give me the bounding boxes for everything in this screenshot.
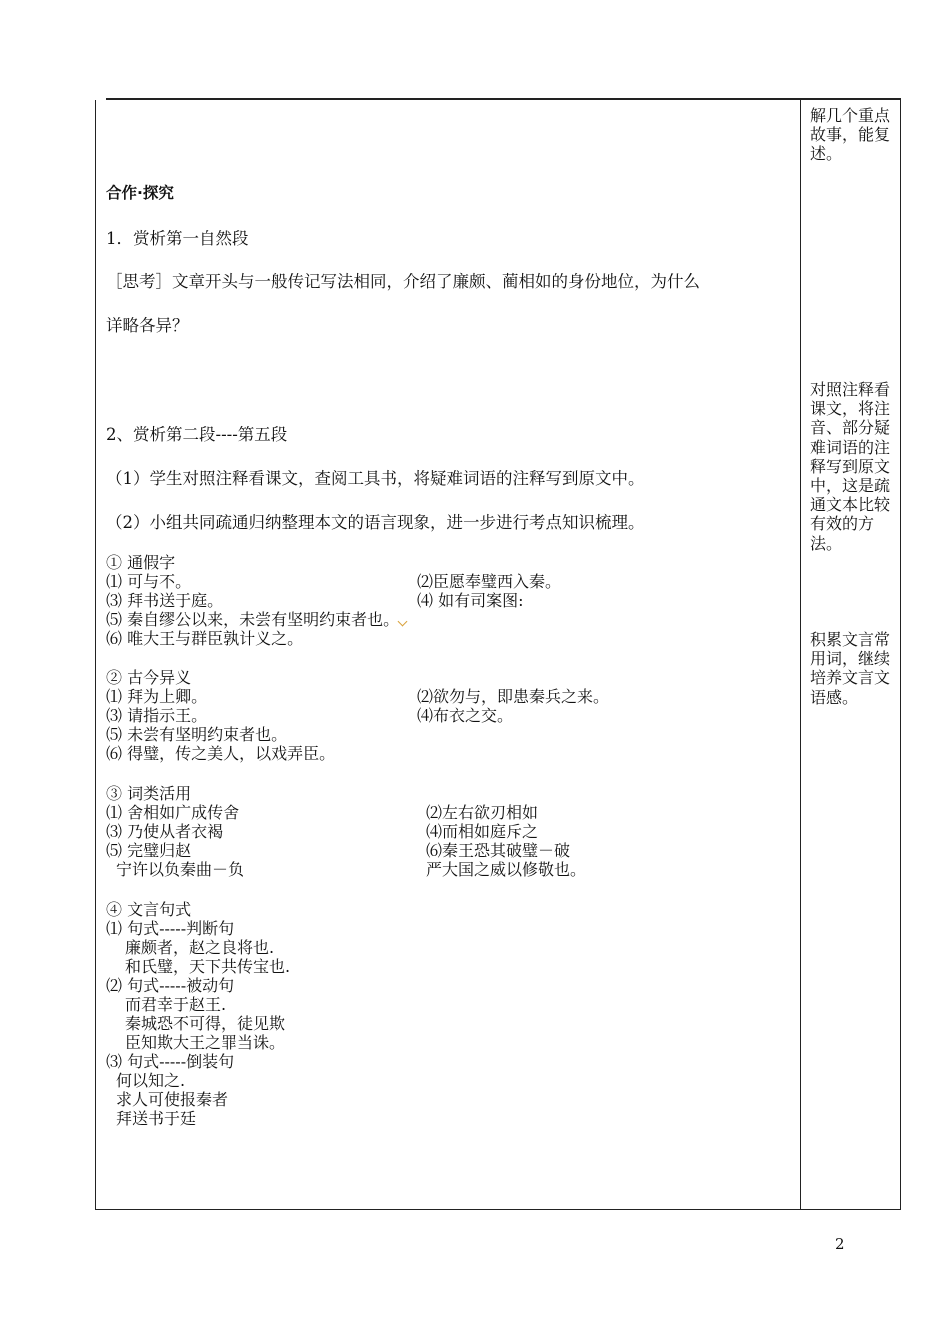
tongjiazi-line: ⑷ 如有司案图: <box>417 591 524 610</box>
column-divider <box>800 100 801 1210</box>
jushi-line: 求人可使报秦者 <box>116 1090 229 1109</box>
tongjiazi-line: ⑶ 拜书送于庭。 <box>106 591 224 610</box>
gujin-line: ⑸ 未尝有坚明约束者也。 <box>106 725 288 744</box>
cilei-line: ⑶ 乃使从者衣褐 <box>106 822 224 841</box>
gujin-line: ⑴ 拜为上卿。 <box>106 687 208 706</box>
cilei-line: ⑴ 舍相如广成传舍 <box>106 803 240 822</box>
think-line-1: ［思考］文章开头与一般传记写法相同，介绍了廉颇、蔺相如的身份地位，为什么 <box>106 272 700 291</box>
item2-step2: （2）小组共同疏通归纳整理本文的语言现象，进一步进行考点知识梳理。 <box>106 513 645 532</box>
tongjiazi-line: ⑸ 秦自缪公以来，未尝有坚明约束者也。 <box>106 610 400 629</box>
jushi-subtitle: ⑶ 句式-----倒装句 <box>106 1052 235 1071</box>
cilei-title: ③ 词类活用 <box>106 784 192 803</box>
jushi-subtitle: ⑵ 句式-----被动句 <box>106 976 235 995</box>
cilei-line: ⑵左右欲刃相如 <box>426 803 539 822</box>
gujin-line: ⑶ 请指示王。 <box>106 706 208 725</box>
jushi-line: 何以知之. <box>116 1071 186 1090</box>
jushi-line: 秦城恐不可得，徒见欺 <box>125 1014 286 1033</box>
side-note-3: 积累文言常用词，继续培养文言文语感。 <box>810 630 891 707</box>
page-number: 2 <box>835 1235 845 1253</box>
tongjiazi-line: ⑹ 唯大王与群臣孰计义之。 <box>106 629 304 648</box>
gujin-line: ⑵欲勿与，即患秦兵之来。 <box>417 687 610 706</box>
jushi-line: 拜送书于廷 <box>116 1109 197 1128</box>
jushi-line: 和氏璧，天下共传宝也. <box>125 957 291 976</box>
tongjiazi-line: ⑴ 可与不。 <box>106 572 192 591</box>
item2-heading: 2、赏析第二段----第五段 <box>106 425 288 444</box>
jushi-subtitle: ⑴ 句式-----判断句 <box>106 919 235 938</box>
jushi-line: 廉颇者，赵之良将也. <box>125 938 275 957</box>
item1-heading: 1．赏析第一自然段 <box>106 229 249 248</box>
cilei-line: ⑸ 完璧归赵 <box>106 841 192 860</box>
gujin-line: ⑹ 得璧，传之美人，以戏弄臣。 <box>106 744 336 763</box>
jushi-title: ④ 文言句式 <box>106 900 192 919</box>
side-note-2: 对照注释看课文，将注音、部分疑难词语的注释写到原文中，这是疏通文本比较有效的方法。 <box>810 380 891 553</box>
cilei-line: ⑷而相如庭斥之 <box>426 822 539 841</box>
cilei-line: 严大国之威以修敬也。 <box>426 860 587 879</box>
jushi-line: 而君幸于赵王. <box>125 995 227 1014</box>
gujin-title: ② 古今异义 <box>106 668 192 687</box>
jushi-line: 臣知欺大王之罪当诛。 <box>125 1033 286 1052</box>
think-line-2: 详略各异？ <box>106 316 189 335</box>
tongjiazi-title: ① 通假字 <box>106 553 176 572</box>
tongjiazi-line: ⑵臣愿奉璧西入秦。 <box>417 572 562 591</box>
cilei-line: ⑹秦王恐其破璧－破 <box>426 841 571 860</box>
gujin-line: ⑷布衣之交。 <box>417 706 514 725</box>
item2-step1: （1）学生对照注释看课文，查阅工具书，将疑难词语的注释写到原文中。 <box>106 469 645 488</box>
section-title: 合作·探究 <box>106 184 174 202</box>
cilei-line: 宁许以负秦曲－负 <box>116 860 245 879</box>
side-note-1: 解几个重点故事，能复述。 <box>810 106 891 164</box>
